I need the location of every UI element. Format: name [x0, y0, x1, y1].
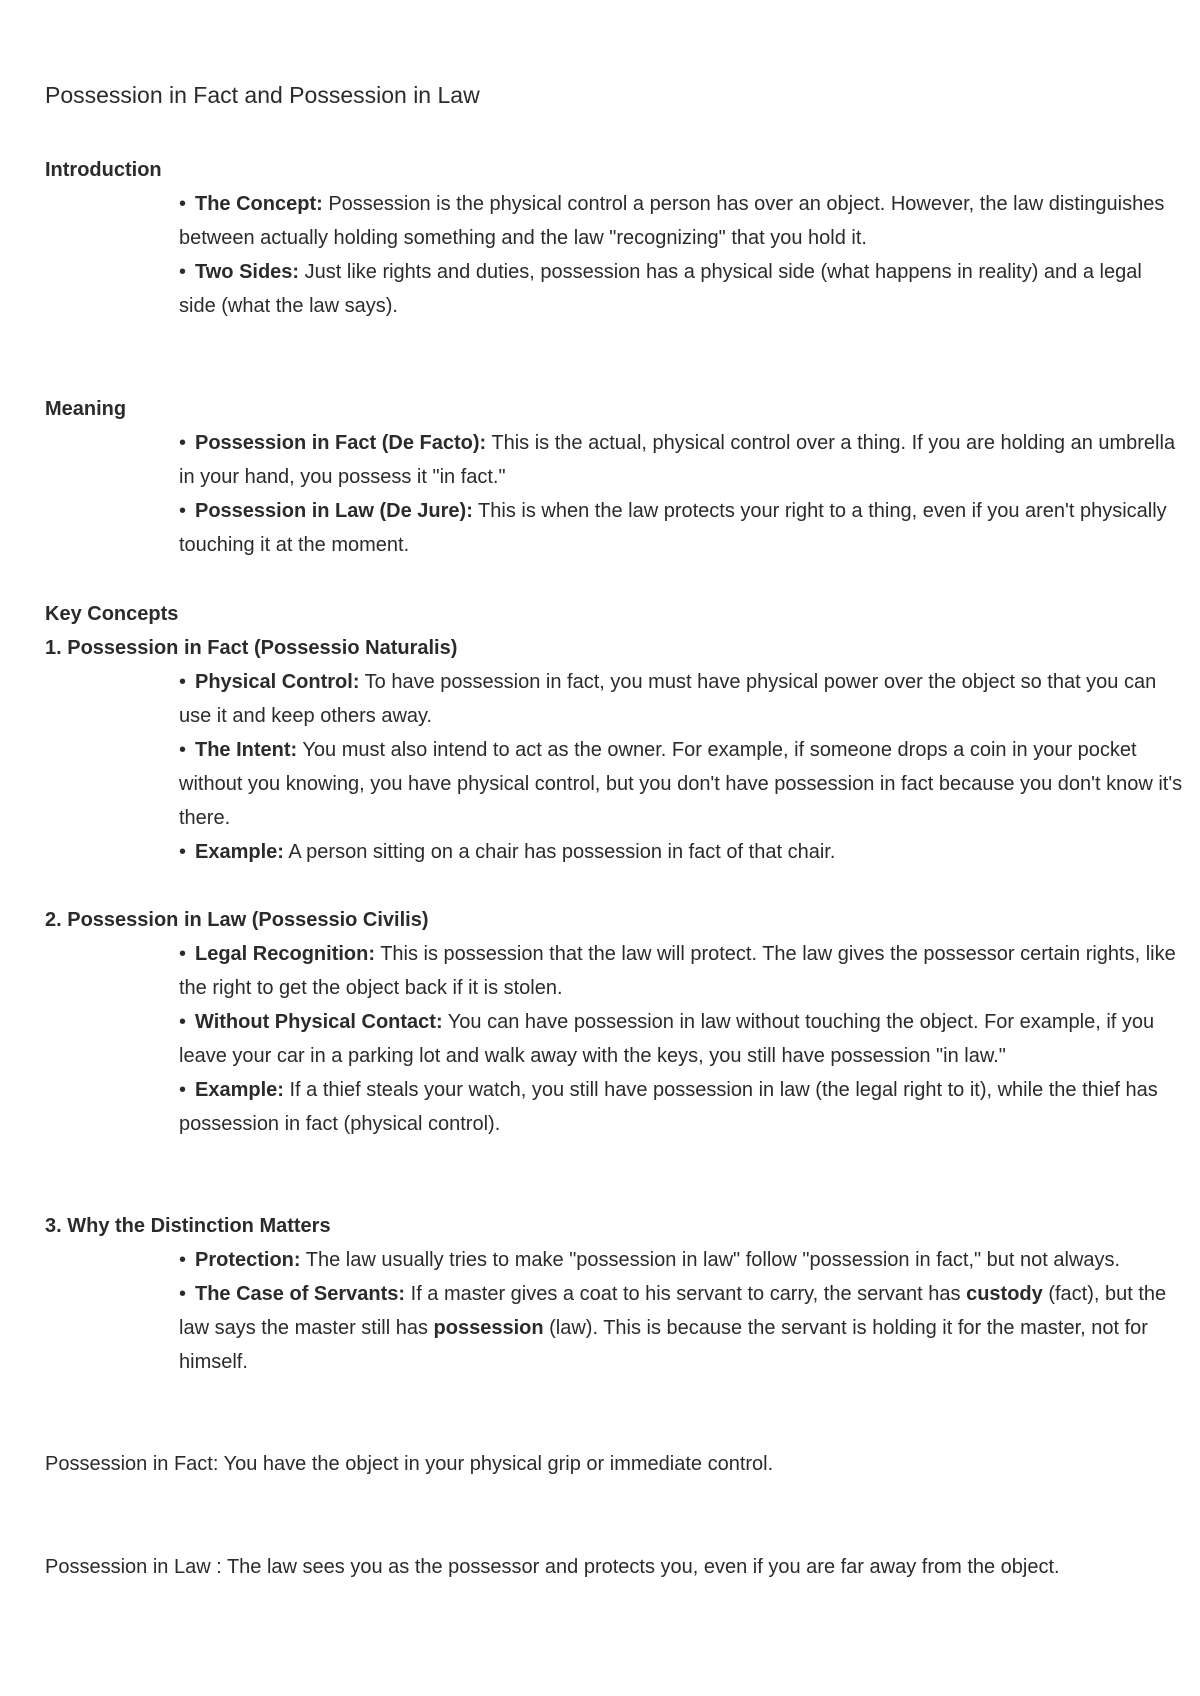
item-label: Without Physical Contact:	[195, 1011, 443, 1033]
bullet-icon: •	[179, 500, 187, 522]
list-item	[179, 1005, 1179, 1073]
bullet-icon: •	[179, 261, 187, 283]
section-2-list	[179, 937, 1179, 1141]
list-item	[179, 1277, 1169, 1379]
introduction-heading: Introduction	[45, 159, 162, 181]
list-item	[179, 937, 1179, 1005]
section-2-heading: 2. Possession in Law (Possessio Civilis)	[45, 909, 429, 931]
item-text: To have possession in fact, you must have physical power over the object so that you can use it and keep others away.	[179, 671, 1157, 727]
item-text: The law usually tries to make "possession in law" follow "possession in fact," but not always.	[300, 1249, 1121, 1271]
item-text: This is possession that the law will protect. The law gives the possessor certain rights, like the right to get the object back if it is stolen.	[179, 943, 1176, 999]
section-3-heading: 3. Why the Distinction Matters	[45, 1215, 331, 1237]
item-label: Legal Recognition:	[195, 943, 375, 965]
item-text: Possession is the physical control a person has over an object. However, the law distinguishes between actually holding something and the law "recognizing" that you hold it.	[179, 193, 1165, 249]
list-item	[179, 1073, 1179, 1141]
summary-law	[45, 1550, 1155, 1584]
summary-fact	[45, 1447, 1155, 1481]
item-label: Example:	[195, 1079, 284, 1101]
item-label: The Case of Servants:	[195, 1283, 406, 1305]
list-item	[179, 733, 1184, 835]
bullet-icon: •	[179, 1011, 187, 1033]
bullet-icon: •	[179, 1079, 187, 1101]
summary-law-text: Possession in Law : The law sees you as the possessor and protects you, even if you are far away from the object.	[45, 1556, 1060, 1578]
list-item	[179, 665, 1184, 733]
item-text: This is when the law protects your right to a thing, even if you aren't physically touching it at the moment.	[179, 500, 1167, 556]
bullet-icon: •	[179, 193, 187, 215]
item-text: You can have possession in law without touching the object. For example, if you leave your car in a parking lot and walk away with the keys, you still have possession "in law."	[179, 1011, 1155, 1067]
list-item	[179, 494, 1179, 562]
item-text: (fact), but the law says the master still has	[179, 1283, 1167, 1339]
bullet-icon: •	[179, 1283, 187, 1305]
bullet-icon: •	[179, 671, 187, 693]
bullet-icon: •	[179, 432, 187, 454]
item-label: Protection:	[195, 1249, 301, 1271]
section-3-list	[179, 1243, 1169, 1379]
bullet-icon: •	[179, 1249, 187, 1271]
item-text: This is the actual, physical control over a thing. If you are holding an umbrella in your hand, you possess it "in fact."	[179, 432, 1176, 488]
meaning-heading: Meaning	[45, 398, 127, 420]
item-text: Just like rights and duties, possession has a physical side (what happens in reality) and a legal side (what the law says).	[179, 261, 1142, 317]
introduction-list	[179, 187, 1169, 323]
section-1-heading: 1. Possession in Fact (Possessio Naturalis)	[45, 637, 458, 659]
key-concepts-heading: Key Concepts	[45, 603, 179, 625]
item-label: The Concept:	[195, 193, 323, 215]
item-label: Example:	[195, 841, 284, 863]
bold-term-possession: possession	[433, 1317, 544, 1339]
item-text: If a master gives a coat to his servant to carry, the servant has	[405, 1283, 967, 1305]
meaning-list	[179, 426, 1179, 562]
item-label: Possession in Law (De Jure):	[195, 500, 473, 522]
document-title: Possession in Fact and Possession in Law	[45, 82, 480, 108]
list-item	[179, 187, 1169, 255]
list-item	[179, 255, 1169, 323]
bullet-icon: •	[179, 739, 187, 761]
summary-fact-text: Possession in Fact: You have the object in your physical grip or immediate control.	[45, 1453, 774, 1475]
list-item	[179, 426, 1179, 494]
item-label: Possession in Fact (De Facto):	[195, 432, 487, 454]
section-1-list	[179, 665, 1184, 869]
item-label: The Intent:	[195, 739, 298, 761]
item-text: A person sitting on a chair has possession in fact of that chair.	[283, 841, 836, 863]
item-label: Two Sides:	[195, 261, 300, 283]
list-item	[179, 1243, 1169, 1277]
item-text: (law). This is because the servant is holding it for the master, not for himself.	[179, 1317, 1148, 1373]
list-item	[179, 835, 1184, 869]
bullet-icon: •	[179, 943, 187, 965]
bold-term-custody: custody	[966, 1283, 1043, 1305]
item-label: Physical Control:	[195, 671, 360, 693]
item-text: If a thief steals your watch, you still have possession in law (the legal right to it), while the thief has possession in fact (physical control).	[179, 1079, 1158, 1135]
item-text: You must also intend to act as the owner. For example, if someone drops a coin in your pocket without you knowing, you have physical control, but you don't have possession in fact because you don't know it's there.	[179, 739, 1183, 829]
bullet-icon: •	[179, 841, 187, 863]
